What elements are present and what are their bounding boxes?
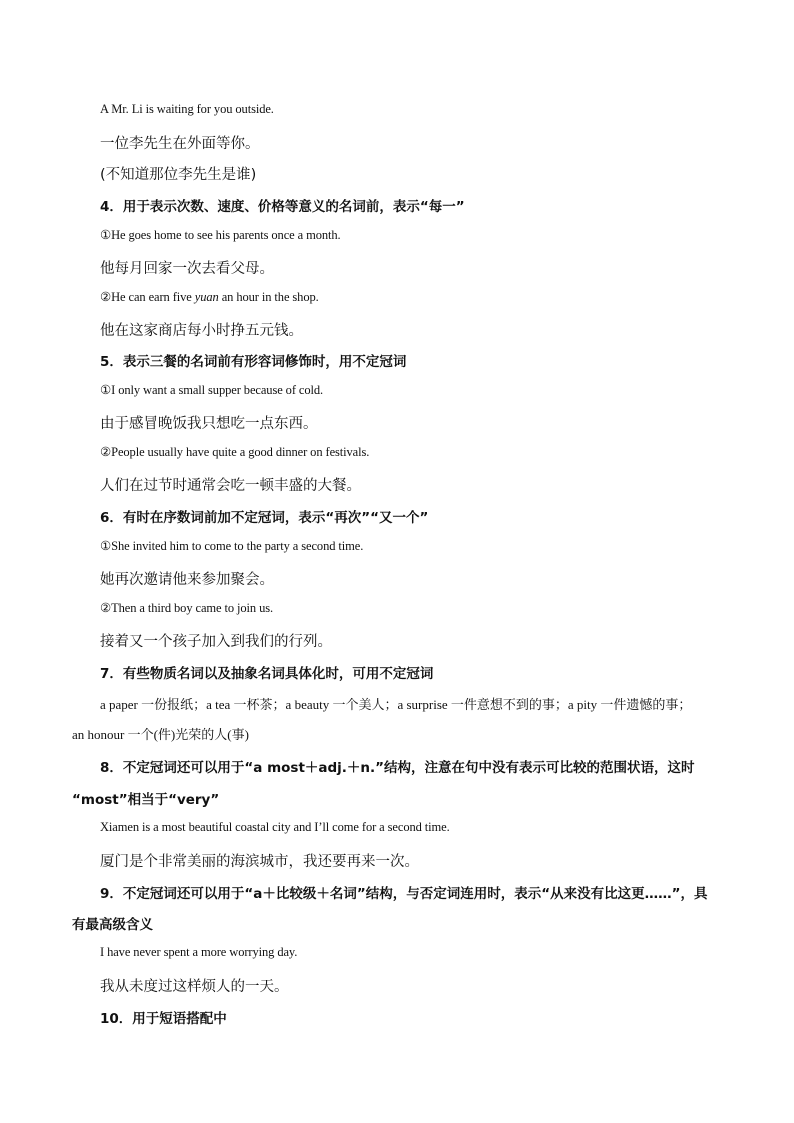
rule-heading-8-cont: “most”相当于“very”	[72, 792, 220, 808]
example-translation-zh: 厦门是个非常美丽的海滨城市，我还要再来一次。	[100, 854, 419, 870]
example-translation-zh: 人们在过节时通常会吃一顿丰盛的大餐。	[100, 478, 361, 494]
rule-heading-4: 4．用于表示次数、速度、价格等意义的名词前，表示“每一”	[100, 199, 465, 215]
example-sentence-en: I have never spent a more worrying day.	[100, 945, 298, 959]
example-translation-zh: 我从未度过这样烦人的一天。	[100, 979, 289, 995]
example-sentence-en: ②People usually have quite a good dinner on festivals.	[100, 445, 370, 459]
example-translation-zh: 接着又一个孩子加入到我们的行列。	[100, 634, 332, 650]
example-translation-zh: 他每月回家一次去看父母。	[100, 261, 274, 277]
rule-heading-9: 9．不定冠词还可以用于“a＋比较级＋名词”结构，与否定词连用时，表示“从来没有比这更……”，具	[100, 886, 708, 902]
example-note: (不知道那位李先生是谁)	[100, 167, 257, 183]
example-text: an hour in the shop.	[218, 290, 319, 304]
example-sentence-en: ①He goes home to see his parents once a month.	[100, 228, 341, 242]
example-sentence-en: ①She invited him to come to the party a second time.	[100, 539, 364, 553]
example-sentence-en: Xiamen is a most beautiful coastal city and I’ll come for a second time.	[100, 820, 450, 834]
rule-heading-10: 10．用于短语搭配中	[100, 1011, 227, 1027]
example-translation-zh: 他在这家商店每小时挣五元钱。	[100, 323, 303, 339]
rule-heading-9-cont: 有最高级含义	[72, 917, 153, 933]
example-text: ②He can earn five	[100, 290, 195, 304]
example-sentence-en: A Mr. Li is waiting for you outside.	[100, 102, 274, 116]
rule-heading-8: 8．不定冠词还可以用于“a most＋adj.＋n.”结构，注意在句中没有表示可比较的范围状语，这时	[100, 760, 695, 776]
rule-heading-7: 7．有些物质名词以及抽象名词具体化时，可用不定冠词	[100, 666, 434, 682]
italic-word: yuan	[194, 290, 219, 304]
noun-examples-line: a paper 一份报纸；a tea 一杯茶；a beauty 一个美人；a surprise 一件意想不到的事；a pity 一件遗憾的事；	[100, 697, 692, 712]
example-translation-zh: 一位李先生在外面等你。	[100, 136, 260, 152]
rule-heading-5: 5．表示三餐的名词前有形容词修饰时，用不定冠词	[100, 354, 407, 370]
noun-examples-line: an honour 一个(件)光荣的人(事)	[72, 727, 249, 742]
example-sentence-en: ②Then a third boy came to join us.	[100, 601, 274, 615]
example-sentence-en: ①I only want a small supper because of cold.	[100, 383, 324, 397]
example-translation-zh: 她再次邀请他来参加聚会。	[100, 572, 274, 588]
rule-heading-6: 6．有时在序数词前加不定冠词，表示“再次”“又一个”	[100, 510, 429, 526]
example-sentence-en	[100, 289, 319, 305]
example-translation-zh: 由于感冒晚饭我只想吃一点东西。	[100, 416, 318, 432]
